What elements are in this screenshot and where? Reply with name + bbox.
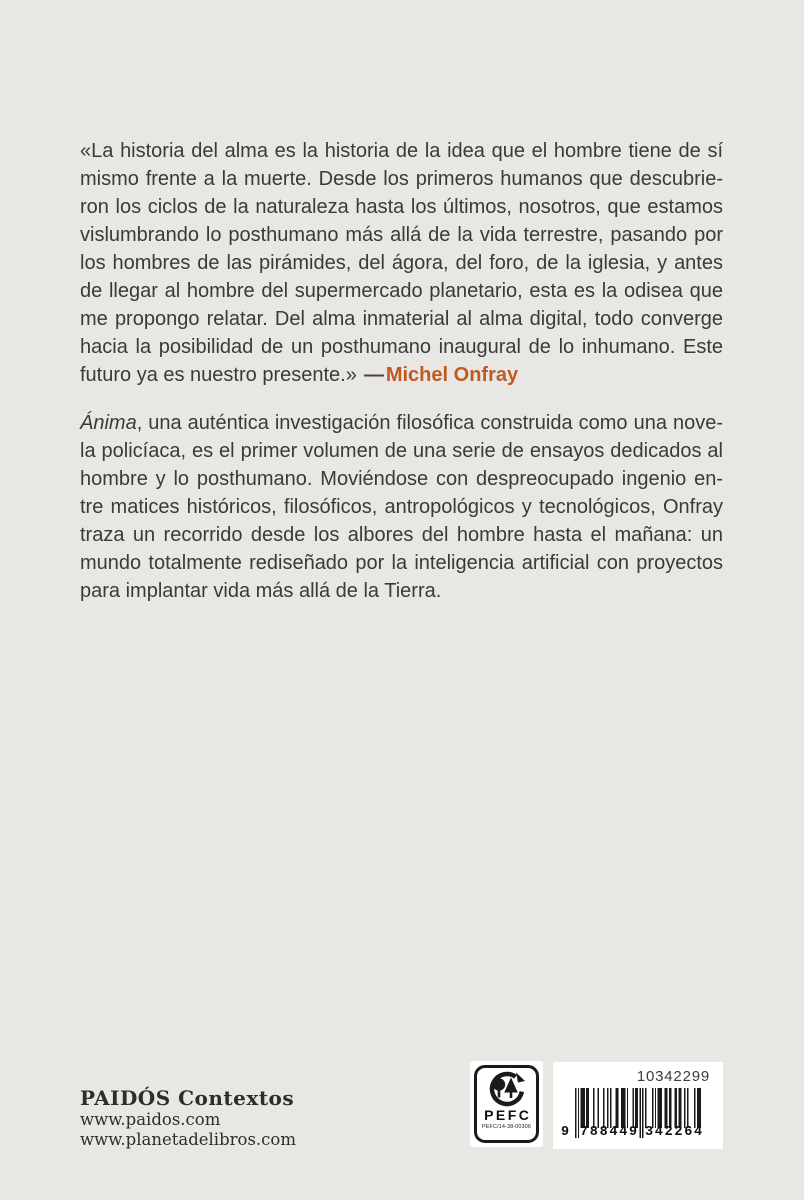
quote-attribution-line [80, 361, 723, 389]
author-name: Michel Onfray [385, 364, 519, 386]
text-line: traza un recorrido desde los albores del hombre hasta el mañana: un [80, 524, 723, 546]
synopsis-paragraph [80, 409, 723, 605]
publisher-url: www.paidos.com [80, 1110, 221, 1129]
ean-left-group: 788449 [580, 1125, 639, 1140]
synopsis-last-line: para implantar vida más allá de la Tierra. [80, 580, 442, 602]
barcode-top-number: 10342299 [636, 1068, 710, 1085]
ean-first-digit: 9 [561, 1125, 570, 1140]
pefc-tree-logo [484, 1070, 530, 1110]
synopsis-first-line [80, 409, 723, 437]
quote-paragraph [80, 137, 723, 389]
pefc-cert-code: PEFC/14-38-00306 [482, 1124, 531, 1130]
text-line: mismo frente a la muerte. Desde los primeros humanos que descubrie- [80, 168, 723, 190]
planetadelibros-url: www.planetadelibros.com [80, 1130, 296, 1149]
text-line: la policíaca, es el primer volumen de una serie de ensayos dedicados al [80, 440, 723, 462]
text-line: me propongo relatar. Del alma inmaterial al alma digital, todo converge [80, 308, 723, 330]
text-line: hacia la posibilidad de un posthumano inaugural de lo inhumano. Este [80, 336, 723, 358]
pefc-frame [474, 1065, 539, 1143]
quote-lines [80, 137, 723, 361]
book-title-italic: Ánima [80, 412, 137, 434]
text-line: de llegar al hombre del supermercado planetario, esta es la odisea que [80, 280, 723, 302]
ean-right-group: 342264 [645, 1125, 704, 1140]
synopsis-first-line-rest: , una auténtica investigación filosófica construida como una nove- [136, 412, 723, 434]
text-line: vislumbrando lo posthumano más allá de la vida terrestre, pasando por [80, 224, 723, 246]
text-line: ron los ciclos de la naturaleza hasta los últimos, nosotros, que estamos [80, 196, 723, 218]
attribution-dash: — [363, 364, 384, 386]
text-line: los hombres de las pirámides, del ágora, del foro, de la iglesia, y antes [80, 252, 723, 274]
publisher-footer [80, 1086, 296, 1150]
text-line: tre matices históricos, filosóficos, antropológicos y tecnológicos, Onfray [80, 496, 723, 518]
text-line: hombre y lo posthumano. Moviéndose con despreocupado ingenio en- [80, 468, 723, 490]
pefc-certification-stamp [470, 1061, 543, 1147]
text-line: mundo totalmente rediseñado por la inteligencia artificial con proyectos [80, 552, 723, 574]
text-line: «La historia del alma es la historia de la idea que el hombre tiene de sí [80, 140, 723, 162]
pefc-label: PEFC [484, 1107, 532, 1123]
synopsis-lines [80, 437, 723, 577]
imprint-name: PAIDÓS Contextos [80, 1086, 295, 1110]
quote-last-line-text: futuro ya es nuestro presente.» [80, 364, 357, 386]
barcode-panel [553, 1062, 723, 1149]
